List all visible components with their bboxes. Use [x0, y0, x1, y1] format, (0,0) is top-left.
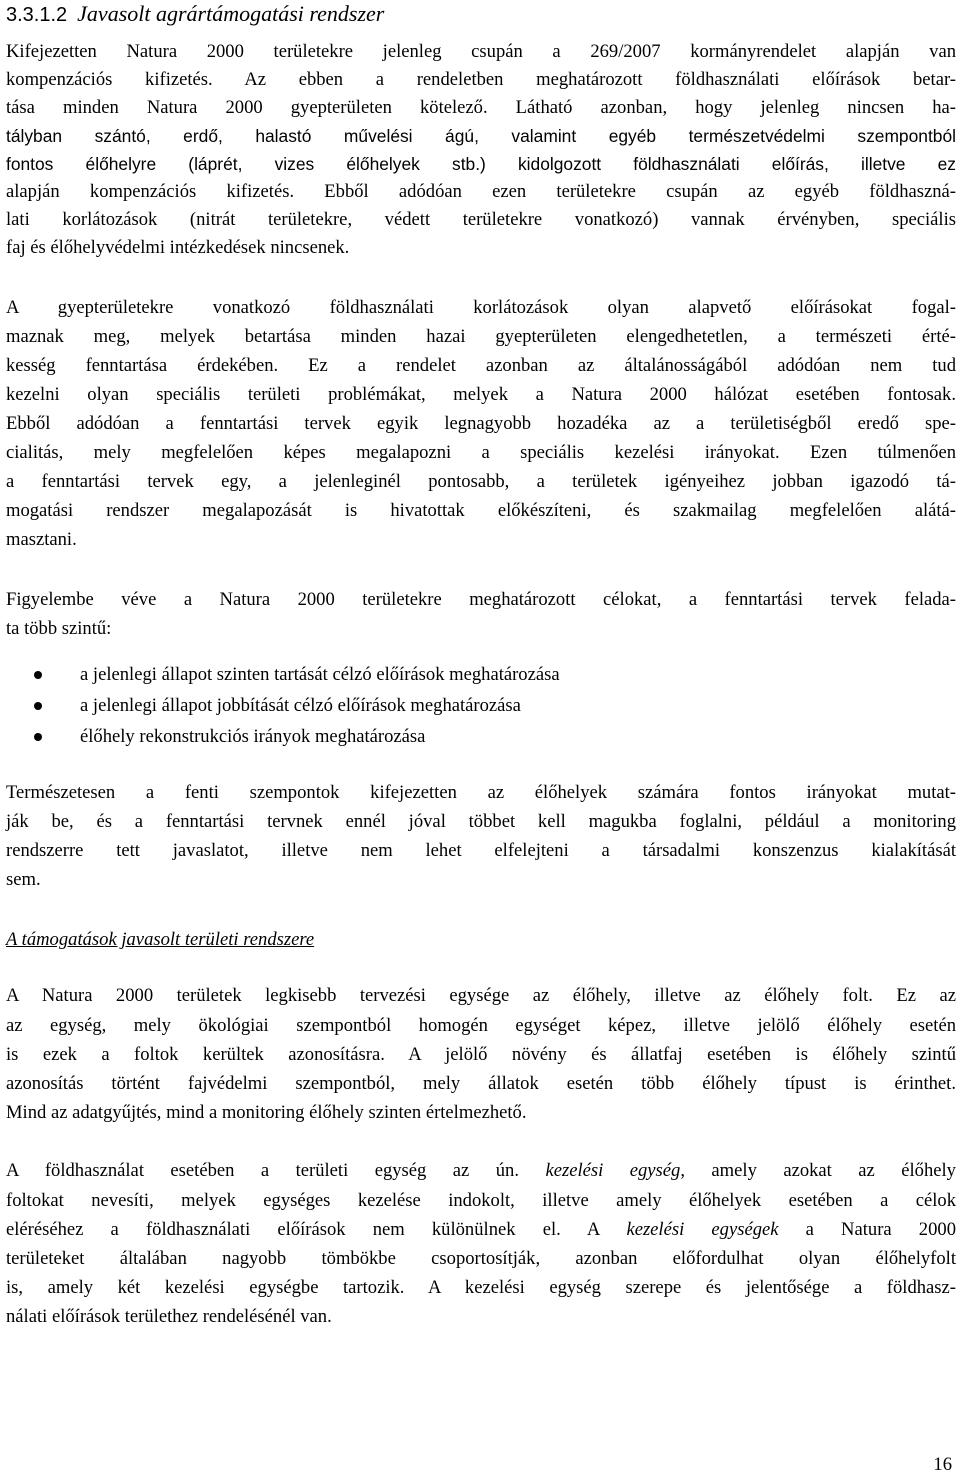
paragraph-4-line: rendszerre tett javaslatot, illetve nem lehet elfelejteni a társadalmi konszenzus kialakítását	[6, 840, 956, 861]
page-number: 16	[933, 1454, 952, 1475]
section-title: Javasolt agrártámogatási rendszer	[77, 1, 385, 26]
paragraph-6-line: is, amely két kezelési egységbe tartozik. A kezelési egység szerepe és jelentősége a földhasz-	[6, 1277, 956, 1298]
paragraph-2-line: maznak meg, melyek betartása minden hazai gyepterületen elengedhetetlen, a természeti érté-	[6, 326, 956, 347]
paragraph-1-line: faj és élőhelyvédelmi intézkedések nincsenek.	[6, 237, 350, 258]
paragraph-2-line: kesség fenntartása érdekében. Ez a rendelet azonban az általánosságából adódóan nem tud	[6, 355, 956, 376]
paragraph-6-line: foltokat nevesíti, melyek egységes kezelése indokolt, illetve amely élőhelyek esetében a célok	[6, 1190, 956, 1211]
paragraph-4-line: Természetesen a fenti szempontok kifejezetten az élőhelyek számára fontos irányokat mutat-	[6, 782, 956, 803]
paragraph-1-line: alapján kompenzációs kifizetés. Ebből adódóan ezen területekre csupán az egyéb földhaszná-	[6, 181, 956, 202]
paragraph-5-line: Mind az adatgyűjtés, mind a monitoring élőhely szinten értelmezhető.	[6, 1102, 527, 1123]
paragraph-2-line: kezelni olyan speciális területi problémákat, melyek a Natura 2000 hálózat esetében fontosak.	[6, 384, 956, 405]
subheading: A támogatások javasolt területi rendszere	[6, 929, 315, 950]
paragraph-3-line: Figyelembe véve a Natura 2000 területekre meghatározott célokat, a fenntartási tervek felada-	[6, 589, 956, 610]
paragraph-2-line: masztani.	[6, 529, 77, 550]
paragraph-1-line: tályban szántó, erdő, halastó művelési ágú, valamint egyéb természetvédelmi szempontból	[6, 126, 956, 146]
text-run: a Natura 2000	[805, 1219, 956, 1240]
paragraph-2-line: A gyepterületekre vonatkozó földhasználati korlátozások olyan alapvető előírásokat fogal-	[6, 297, 956, 318]
list-item: a jelenlegi állapot jobbítását célzó előírások meghatározása	[80, 695, 521, 716]
text-run: , amely azokat az élőhely	[680, 1160, 956, 1181]
paragraph-4-line: sem.	[6, 869, 41, 890]
bullet-icon	[34, 733, 42, 741]
term-kezelesi-egyseg: kezelési egység	[545, 1160, 681, 1181]
text-run: eléréséhez a földhasználati előírások nem különülnek el. A	[6, 1219, 600, 1240]
list-item: a jelenlegi állapot szinten tartását célzó előírások meghatározása	[80, 664, 560, 685]
section-number: 3.3.1.2	[6, 4, 68, 26]
paragraph-1-line: tása minden Natura 2000 gyepterületen kötelező. Látható azonban, hogy jelenleg nincsen ha-	[6, 97, 956, 118]
paragraph-1-line: lati korlátozások (nitrát területekre, védett területekre vonatkozó) vannak érvényben, speciális	[6, 209, 956, 230]
paragraph-2-line: cialitás, mely megfelelően képes megalapozni a speciális kezelési irányokat. Ezen túlmenően	[6, 442, 956, 463]
paragraph-4-line: ják be, és a fenntartási tervnek ennél jóval többet kell magukba foglalni, például a monitoring	[6, 811, 956, 832]
paragraph-1-line: Kifejezetten Natura 2000 területekre jelenleg csupán a 269/2007 kormányrendelet alapján van	[6, 41, 956, 62]
paragraph-5-line: azonosítás történt fajvédelmi szempontból, mely állatok esetén több élőhely típust is érinthet.	[6, 1073, 956, 1094]
paragraph-5-line: is ezek a foltok kerültek azonosításra. A jelölő növény és állatfaj esetében is élőhely szintű	[6, 1044, 956, 1065]
bullet-icon	[34, 671, 42, 679]
list-item: élőhely rekonstrukciós irányok meghatározása	[80, 726, 426, 747]
text-run: A földhasználat esetében a területi egység az ún.	[6, 1160, 519, 1181]
paragraph-2-line: mogatási rendszer megalapozását is hivatottak előkészíteni, és szakmailag megfelelően alátá-	[6, 500, 956, 521]
paragraph-6-line: nálati előírások területhez rendelésénél van.	[6, 1306, 332, 1327]
term-kezelesi-egysegek: kezelési egységek	[626, 1219, 779, 1240]
paragraph-6-line	[6, 1216, 956, 1244]
paragraph-3-line: ta több szintű:	[6, 618, 112, 639]
paragraph-1-line: fontos élőhelyre (láprét, vizes élőhelyek stb.) kidolgozott földhasználati előírás, illetve ez	[6, 154, 956, 174]
paragraph-6-line	[6, 1157, 956, 1185]
paragraph-5-line: az egység, mely ökológiai szempontból homogén egységet képez, illetve jelölő élőhely esetén	[6, 1015, 956, 1036]
paragraph-5-line: A Natura 2000 területek legkisebb tervezési egysége az élőhely, illetve az élőhely folt. Ez az	[6, 985, 956, 1006]
paragraph-2-line: a fenntartási tervek egy, a jelenleginél pontosabb, a területek igényeihez jobban igazodó tá-	[6, 471, 956, 492]
paragraph-6-line: területeket általában nagyobb tömbökbe csoportosítják, azonban előfordulhat olyan élőhelyfolt	[6, 1248, 956, 1269]
section-heading	[6, 2, 384, 27]
paragraph-2-line: Ebből adódóan a fenntartási tervek egyik legnagyobb hozadéka az a területiségből eredő spe-	[6, 413, 956, 434]
paragraph-1-line: kompenzációs kifizetés. Az ebben a rendeletben meghatározott földhasználati előírások betar-	[6, 69, 956, 90]
bullet-icon	[34, 702, 42, 710]
